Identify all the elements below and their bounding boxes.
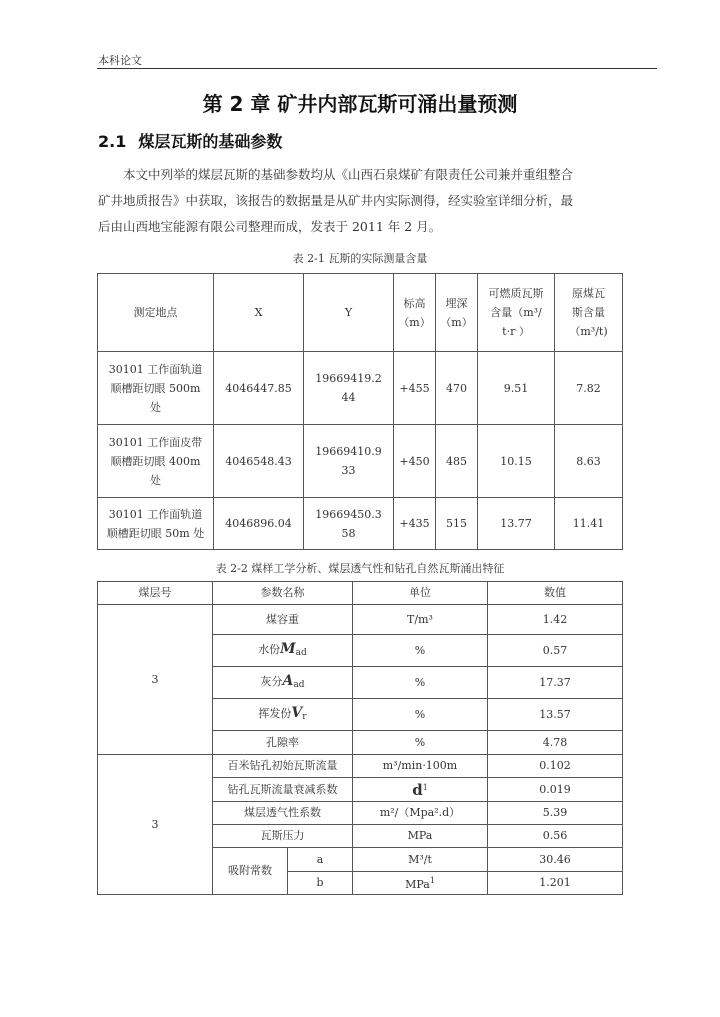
gas-measurement-table bbox=[97, 273, 623, 550]
value-cell: 0.56 bbox=[488, 825, 623, 848]
unit-cell: % bbox=[353, 667, 488, 699]
elevation-cell: +450 bbox=[394, 425, 436, 498]
param-name-cell: 孔隙率 bbox=[213, 731, 353, 755]
depth-cell: 515 bbox=[436, 498, 478, 550]
header-cell: 原煤瓦 斯含量 （m³/t) bbox=[555, 274, 623, 352]
coal-seam-parameter-table bbox=[97, 581, 623, 895]
table-row bbox=[98, 352, 623, 425]
adsorption-label-cell: 吸附常数 bbox=[213, 848, 288, 895]
x-cell: 4046896.04 bbox=[214, 498, 304, 550]
header-cell: 参数名称 bbox=[213, 582, 353, 605]
paragraph-line: 后由山西地宝能源有限公司整理而成，发表于 2011 年 2 月。 bbox=[98, 219, 442, 234]
value-cell: 0.57 bbox=[488, 635, 623, 667]
header-cell: 埋深 （m） bbox=[436, 274, 478, 352]
param-name-cell: 挥发份$V_r$ bbox=[213, 699, 353, 731]
running-header: 本科论文 bbox=[98, 54, 142, 67]
combustible-gas-cell: 10.15 bbox=[478, 425, 555, 498]
header-cell: 可燃质瓦斯 含量（m³/ t·r ） bbox=[478, 274, 555, 352]
value-cell: 17.37 bbox=[488, 667, 623, 699]
param-name-cell: 百米钻孔初始瓦斯流量 bbox=[213, 755, 353, 778]
table-row bbox=[98, 605, 623, 635]
param-name-cell: b bbox=[288, 872, 353, 895]
value-cell: 0.019 bbox=[488, 778, 623, 802]
param-name-cell: 瓦斯压力 bbox=[213, 825, 353, 848]
seam-cell: 3 bbox=[98, 605, 213, 755]
header-cell: Y bbox=[304, 274, 394, 352]
location-cell: 30101 工作面轨道 顺槽距切眼 50m 处 bbox=[98, 498, 214, 550]
elevation-cell: +455 bbox=[394, 352, 436, 425]
section-heading bbox=[98, 129, 282, 152]
x-cell: 4046548.43 bbox=[214, 425, 304, 498]
location-cell: 30101 工作面轨道 顺槽距切眼 500m 处 bbox=[98, 352, 214, 425]
table-header-row bbox=[98, 274, 623, 352]
value-cell: 30.46 bbox=[488, 848, 623, 872]
chapter-title: 第 2 章 矿井内部瓦斯可涌出量预测 bbox=[202, 92, 518, 116]
header-cell: 单位 bbox=[353, 582, 488, 605]
depth-cell: 470 bbox=[436, 352, 478, 425]
value-cell: 5.39 bbox=[488, 802, 623, 825]
unit-cell: MPa bbox=[353, 825, 488, 848]
unit-cell: m³/min·100m bbox=[353, 755, 488, 778]
header-cell: X bbox=[214, 274, 304, 352]
depth-cell: 485 bbox=[436, 425, 478, 498]
raw-coal-gas-cell: 11.41 bbox=[555, 498, 623, 550]
raw-coal-gas-cell: 7.82 bbox=[555, 352, 623, 425]
body-paragraph bbox=[98, 162, 655, 240]
section-number: 2.1 bbox=[98, 132, 127, 151]
table-header-row bbox=[98, 582, 623, 605]
unit-cell: % bbox=[353, 699, 488, 731]
table-row bbox=[98, 498, 623, 550]
table2-caption: 表 2-2 煤样工学分析、煤层透气性和钻孔自然瓦斯涌出特征 bbox=[215, 562, 505, 575]
y-cell: 19669419.2 44 bbox=[304, 352, 394, 425]
unit-cell: M³/t bbox=[353, 848, 488, 872]
unit-cell: T/m³ bbox=[353, 605, 488, 635]
unit-cell: m²/（Mpa².d） bbox=[353, 802, 488, 825]
param-name-cell: 煤层透气性系数 bbox=[213, 802, 353, 825]
table-row bbox=[98, 755, 623, 778]
param-name-cell: 煤容重 bbox=[213, 605, 353, 635]
table1-caption: 表 2-1 瓦斯的实际测量含量 bbox=[292, 252, 428, 265]
param-name-cell: a bbox=[288, 848, 353, 872]
y-cell: 19669410.9 33 bbox=[304, 425, 394, 498]
y-cell: 19669450.3 58 bbox=[304, 498, 394, 550]
header-cell: 测定地点 bbox=[98, 274, 214, 352]
elevation-cell: +435 bbox=[394, 498, 436, 550]
header-cell: 标高 （m） bbox=[394, 274, 436, 352]
combustible-gas-cell: 13.77 bbox=[478, 498, 555, 550]
param-name-cell: 钻孔瓦斯流量衰减系数 bbox=[213, 778, 353, 802]
unit-cell: MPa$^1$ bbox=[353, 872, 488, 895]
table-row bbox=[98, 425, 623, 498]
param-name-cell: 水份$M_{ad}$ bbox=[213, 635, 353, 667]
value-cell: 0.102 bbox=[488, 755, 623, 778]
value-cell: 13.57 bbox=[488, 699, 623, 731]
combustible-gas-cell: 9.51 bbox=[478, 352, 555, 425]
paragraph-line: 矿井地质报告》中获取，该报告的数据量是从矿井内实际测得，经实验室详细分析，最 bbox=[98, 193, 574, 208]
param-name-cell: 灰分$A_{ad}$ bbox=[213, 667, 353, 699]
unit-cell: % bbox=[353, 731, 488, 755]
value-cell: 4.78 bbox=[488, 731, 623, 755]
section-title: 煤层瓦斯的基础参数 bbox=[138, 132, 283, 151]
value-cell: 1.201 bbox=[488, 872, 623, 895]
value-cell: 1.42 bbox=[488, 605, 623, 635]
header-cell: 煤层号 bbox=[98, 582, 213, 605]
unit-cell: $d^1$ bbox=[353, 778, 488, 802]
x-cell: 4046447.85 bbox=[214, 352, 304, 425]
header-cell: 数值 bbox=[488, 582, 623, 605]
seam-cell: 3 bbox=[98, 755, 213, 895]
unit-cell: % bbox=[353, 635, 488, 667]
raw-coal-gas-cell: 8.63 bbox=[555, 425, 623, 498]
paragraph-line: 本文中列举的煤层瓦斯的基础参数均从《山西石泉煤矿有限责任公司兼并重组整合 bbox=[123, 167, 574, 182]
location-cell: 30101 工作面皮带 顺槽距切眼 400m 处 bbox=[98, 425, 214, 498]
header-rule bbox=[97, 68, 657, 69]
